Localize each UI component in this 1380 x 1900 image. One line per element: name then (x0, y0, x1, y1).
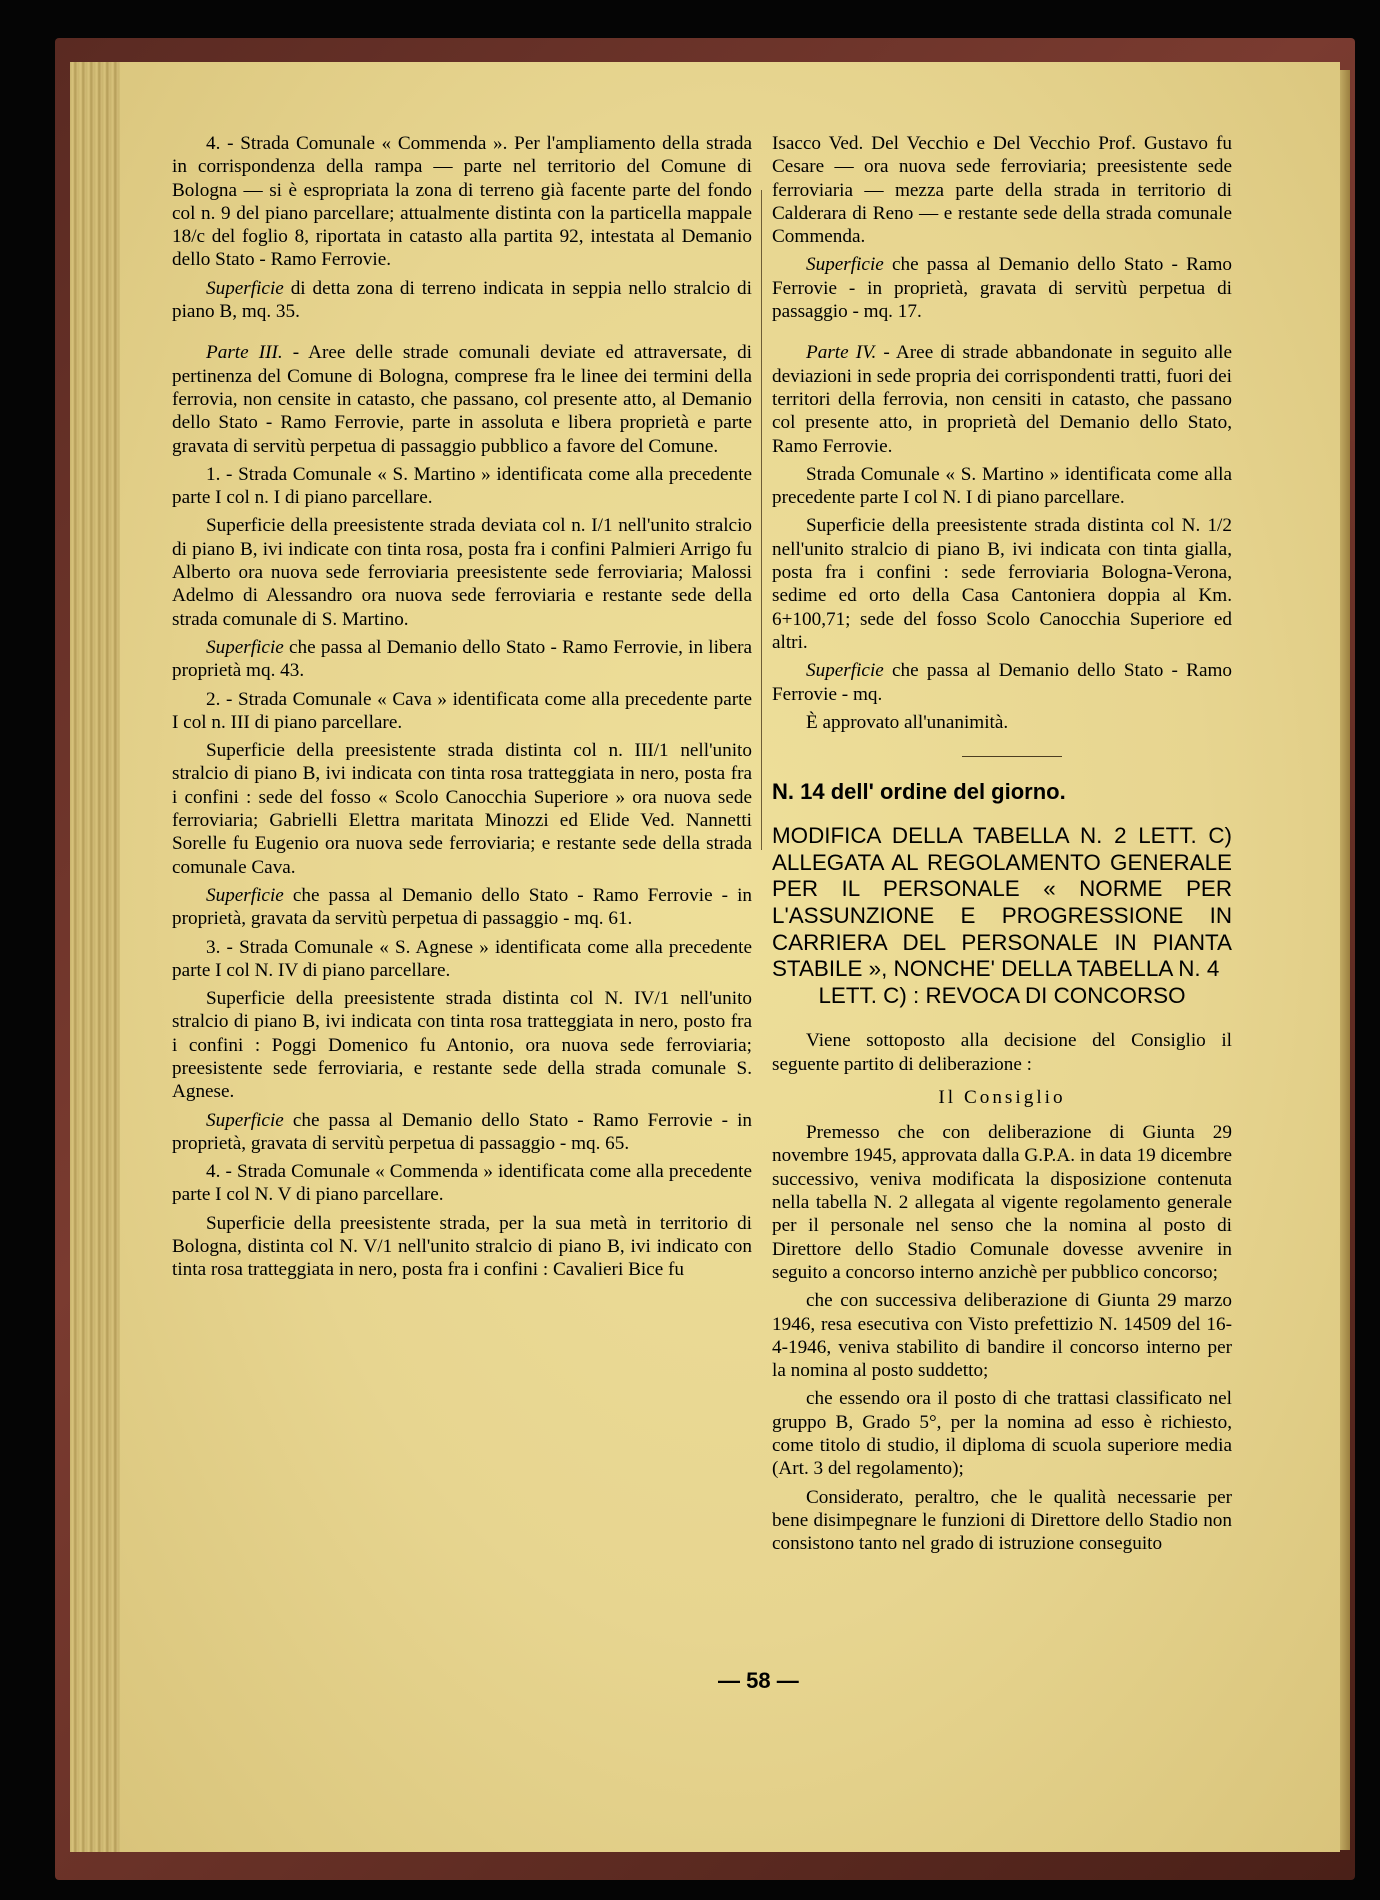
paragraph: Strada Comunale « S. Martino » identificata come alla precedente parte I col N. I di piano parcellare. (772, 463, 1232, 509)
paragraph: Superficie della preesistente strada distinta col n. III/1 nell'unito stralcio di piano B, ivi indicata con tinta rosa tratteggiata in nero, posta fra i confini : sede del fosso « Scolo Canocchia Superiore » ora nuova sede ferroviaria; Gabrielli Elettra maritata Minozzi ed Elide Ved. Nannetti Sorelle fu Eugenio ora nuova sede ferroviaria; e restante sede della strada comunale Cava. (172, 740, 752, 878)
paragraph: Premesso che con deliberazione di Giunta 29 novembre 1945, approvata dalla G.P.A. in data 19 dicembre successivo, veniva modificata la disposizione contenuta nella tabella N. 2 allegata al vigente regolamento generale per il personale nel senso che la nomina al posto di Direttore dello Stadio Comunale dovesse avvenire in seguito a concorso interno anzichè per pubblico concorso; (772, 1122, 1232, 1283)
paragraph: Superficie che passa al Demanio dello Stato - Ramo Ferrovie - in proprietà, gravata di servitù perpetua di passaggio - mq. 65. (172, 1109, 752, 1154)
paragraph: Superficie che passa al Demanio dello Stato - Ramo Ferrovie, in libera proprietà mq. 43. (172, 636, 752, 682)
paragraph: 4. - Strada Comunale « Commenda ». Per l'ampliamento della strada in corrispondenza della rampa — parte nel territorio del Comune di Bologna — si è espropriata la zona di terreno già facente parte del fondo col n. 9 del piano parcellare; attualmente distinta con la particella mappale 18/c del foglio 8, riportata in catasto alla partita 92, intestata al Demanio dello Stato - Ramo Ferrovie. (172, 133, 752, 271)
column-divider (761, 190, 762, 850)
paragraph: Considerato, peraltro, che le qualità necessarie per bene disimpegnare le funzioni di Direttore dello Stadio non consistono tanto nel grado di istruzione conseguito (772, 1486, 1232, 1555)
paragraph: Viene sottoposto alla decisione del Consiglio il seguente partito di deliberazione : (772, 1030, 1232, 1075)
approval-note: È approvato all'unanimità. (806, 711, 1009, 733)
page-number: — 58 — (718, 1668, 799, 1693)
council-heading: Il Consiglio (938, 1086, 1066, 1108)
agenda-heading: N. 14 dell' ordine del giorno. (772, 779, 1066, 805)
right-column (772, 132, 1232, 1561)
paragraph: 2. - Strada Comunale « Cava » identificata come alla precedente parte I col n. III di piano parcellare. (172, 688, 752, 733)
page-stack-edge (70, 62, 125, 1852)
paragraph: 1. - Strada Comunale « S. Martino » identificata come alla precedente parte I col n. I di piano parcellare. (172, 463, 752, 509)
paragraph: Superficie della preesistente strada distinta col N. IV/1 nell'unito stralcio di piano B, ivi indicata con tinta rosa tratteggiata in nero, posto fra i confini : Poggi Domenico fu Antonio, ora nuova sede ferroviaria; preesistente sede ferroviaria, e restante sede della strada comunale S. Agnese. (172, 988, 752, 1103)
paragraph: Superficie della preesistente strada, per la sua metà in territorio di Bologna, distinta col N. V/1 nell'unito stralcio di piano B, ivi indicato con tinta rosa tratteggiata in nero, posta fra i confini : Cavalieri Bice fu (172, 1212, 752, 1281)
paragraph: Parte III. - Aree delle strade comunali deviate ed attraversate, di pertinenza del Comune di Bologna, comprese fra le linee dei termini della ferrovia, non censite in catasto, che passano, col presente atto, al Demanio dello Stato - Ramo Ferrovie, parte in assoluta e libera proprietà e parte gravata di servitù perpetua di passaggio pubblico a favore del Comune. (172, 342, 752, 457)
paragraph: Superficie che passa al Demanio dello Stato - Ramo Ferrovie - mq. (772, 660, 1232, 705)
resolution-title: MODIFICA DELLA TABELLA N. 2 LETT. C) ALLEGATA AL REGOLAMENTO GENERALE PER IL PERSONALE « NORME PER L'ASSUNZIONE E PROGRESSIONE IN CARRIERA DEL PERSONALE IN PIANTA STABILE », NONCHE' DELLA TABELLA N. 4 LETT. C) : REVOCA DI CONCORSO (772, 823, 1232, 1008)
paragraph: Isacco Ved. Del Vecchio e Del Vecchio Prof. Gustavo fu Cesare — ora nuova sede ferroviaria; preesistente sede ferroviaria — mezza parte della strada in territorio di Calderara di Reno — e restante sede della strada comunale Commenda. (772, 133, 1232, 248)
paragraph: Superficie di detta zona di terreno indicata in seppia nello stralcio di piano B, mq. 35. (172, 277, 752, 323)
section-rule (962, 756, 1062, 757)
paragraph: 3. - Strada Comunale « S. Agnese » identificata come alla precedente parte I col N. IV di piano parcellare. (172, 936, 752, 981)
left-column (172, 132, 752, 1287)
paragraph: Superficie della preesistente strada deviata col n. I/1 nell'unito stralcio di piano B, ivi indicate con tinta rosa, posta fra i confini Palmieri Arrigo fu Alberto ora nuova sede ferroviaria preesistente sede ferroviaria; Malossi Adelmo di Alessandro ora nuova sede ferroviaria e restante sede della strada comunale di S. Martino. (172, 515, 752, 630)
paragraph: 4. - Strada Comunale « Commenda » identificata come alla precedente parte I col N. V di piano parcellare. (172, 1161, 752, 1206)
paragraph: che con successiva deliberazione di Giunta 29 marzo 1946, resa esecutiva con Visto prefettizio N. 14509 del 16-4-1946, veniva stabilito di bandire il concorso interno per la nomina al posto suddetto; (772, 1290, 1232, 1382)
paragraph: Superficie che passa al Demanio dello Stato - Ramo Ferrovie - in proprietà, gravata di servitù perpetua di passaggio - mq. 17. (772, 254, 1232, 323)
paragraph: Parte IV. - Aree di strade abbandonate in seguito alle deviazioni in sede propria dei corrispondenti tratti, fuori dei territori della ferrovia, non censiti in catasto, che passano col presente atto, in proprietà del Demanio dello Stato, Ramo Ferrovie. (772, 342, 1233, 457)
paragraph: che essendo ora il posto di che trattasi classificato nel gruppo B, Grado 5°, per la nomina ad esso è richiesto, come titolo di studio, il diploma di scuola superiore media (Art. 3 del regolamento); (772, 1388, 1232, 1480)
paragraph: Superficie della preesistente strada distinta col N. 1/2 nell'unito stralcio di piano B, ivi indicata con tinta gialla, posta fra i confini : sede ferroviaria Bologna-Verona, sedime ed orto della Casa Cantoniera doppia al Km. 6+100,71; sede del fosso Scolo Canocchia Superiore ed altri. (772, 515, 1232, 653)
paragraph: Superficie che passa al Demanio dello Stato - Ramo Ferrovie - in proprietà, gravata da servitù perpetua di passaggio - mq. 61. (172, 884, 752, 930)
